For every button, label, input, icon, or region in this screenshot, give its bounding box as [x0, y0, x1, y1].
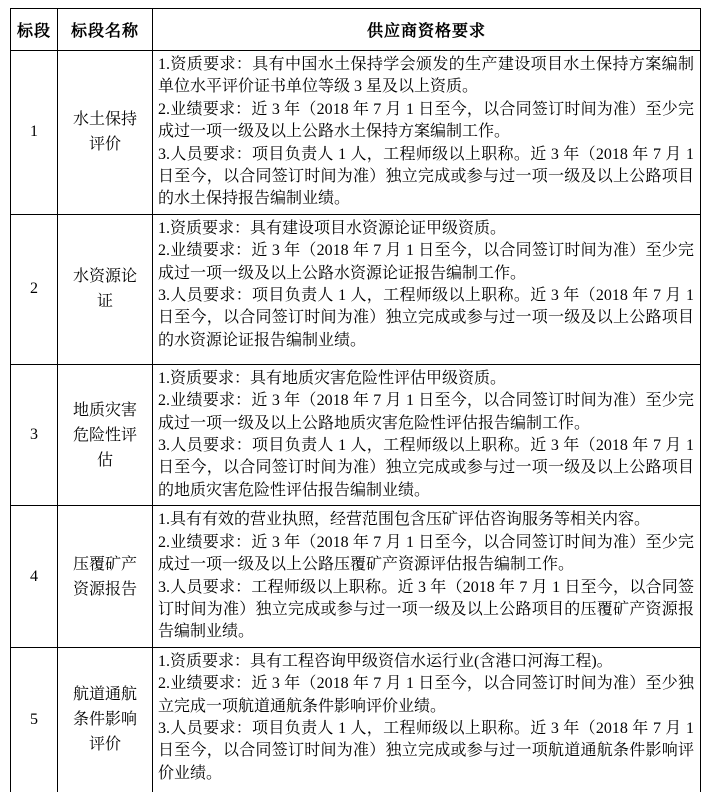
requirement-item: 2.业绩要求：近 3 年（2018 年 7 月 1 日至今，以合同签订时间为准）至少完成过一项一级及以上公路水土保持方案编制工作。: [158, 100, 694, 141]
table-row: [11, 647, 701, 792]
requirement-item: 2.业绩要求：近 3 年（2018 年 7 月 1 日至今，以合同签订时间为准）至少独立完成一项航道通航条件影响评价业绩。: [158, 675, 694, 715]
requirement-item: 3.人员要求：项目负责人 1 人，工程师级以上职称。近 3 年（2018 年 7 月 1 日至今，以合同签订时间为准）独立完成或参与过一项一级及以上公路项目的地质灾害危险性评估报告编制业绩。: [158, 437, 694, 499]
requirements-cell: [153, 364, 701, 505]
requirement-item: 1.资质要求：具有中国水土保持学会颁发的生产建设项目水土保持方案编制单位水平评价证书单位等级 3 星及以上资质。: [158, 56, 694, 96]
section-number: 3: [11, 364, 58, 505]
requirement-item: 2.业绩要求：近 3 年（2018 年 7 月 1 日至今，以合同签订时间为准）至少完成过一项一级及以上公路地质灾害危险性评估报告编制工作。: [158, 392, 694, 432]
requirements-cell: [153, 214, 701, 364]
requirement-item: 2.业绩要求：近 3 年（2018 年 7 月 1 日至今，以合同签订时间为准）至少完成过一项一级及以上公路水资源论证报告编制工作。: [158, 242, 694, 282]
section-number: 5: [11, 647, 58, 792]
section-name: 水土保持评价: [58, 51, 153, 215]
requirement-item: 3.人员要求：项目负责人 1 人，工程师级以上职称。近 3 年（2018 年 7 月 1 日至今，以合同签订时间为准）独立完成或参与过一项一级及以上公路项目的水土保持报告编制业绩。: [158, 145, 694, 208]
requirement-item: 1.具有有效的营业执照，经营范围包含压矿评估咨询服务等相关内容。: [158, 511, 651, 529]
requirements-cell: [153, 647, 701, 792]
column-header-requirements: 供应商资格要求: [153, 9, 701, 51]
requirement-item: 3.人员要求：项目负责人 1 人，工程师级以上职称。近 3 年（2018 年 7 月 1 日至今，以合同签订时间为准）独立完成或参与过一项一级及以上公路项目的水资源论证报告编制业绩。: [158, 287, 694, 349]
column-header-section: 标段: [11, 9, 58, 51]
section-name: 压覆矿产资源报告: [58, 506, 153, 647]
requirement-item: 1.资质要求：具有建设项目水资源论证甲级资质。: [158, 219, 507, 237]
requirement-item: 3.人员要求：项目负责人 1 人，工程师级以上职称。近 3 年（2018 年 7 月 1 日至今，以合同签订时间为准）独立完成或参与过一项航道通航条件影响评价业绩。: [158, 719, 694, 782]
table-row: [11, 51, 701, 215]
table-row: [11, 214, 701, 364]
requirement-item: 2.业绩要求：近 3 年（2018 年 7 月 1 日至今，以合同签订时间为准）至少完成过一项一级及以上公路压覆矿产资源评估报告编制工作。: [158, 533, 694, 574]
column-header-section-name: 标段名称: [58, 9, 153, 51]
requirements-cell: [153, 51, 701, 215]
supplier-qualification-table: [10, 8, 701, 792]
header-row: [11, 9, 701, 51]
section-name: 水资源论证: [58, 214, 153, 364]
table-row: [11, 364, 701, 505]
document-page: [0, 8, 714, 792]
section-number: 1: [11, 51, 58, 215]
requirement-item: 3.人员要求：工程师级以上职称。近 3 年（2018 年 7 月 1 日至今，以合同签订时间为准）独立完成或参与过一项一级及以上公路项目的压覆矿产资源报告编制业绩。: [158, 578, 694, 641]
table-row: [11, 506, 701, 647]
requirements-cell: [153, 506, 701, 647]
section-name: 地质灾害危险性评估: [58, 364, 153, 505]
requirement-item: 1.资质要求：具有地质灾害危险性评估甲级资质。: [158, 369, 507, 387]
section-number: 4: [11, 506, 58, 647]
requirement-item: 1.资质要求：具有工程咨询甲级资信水运行业(含港口河海工程)。: [158, 652, 613, 670]
section-number: 2: [11, 214, 58, 364]
section-name: 航道通航条件影响评价: [58, 647, 153, 792]
